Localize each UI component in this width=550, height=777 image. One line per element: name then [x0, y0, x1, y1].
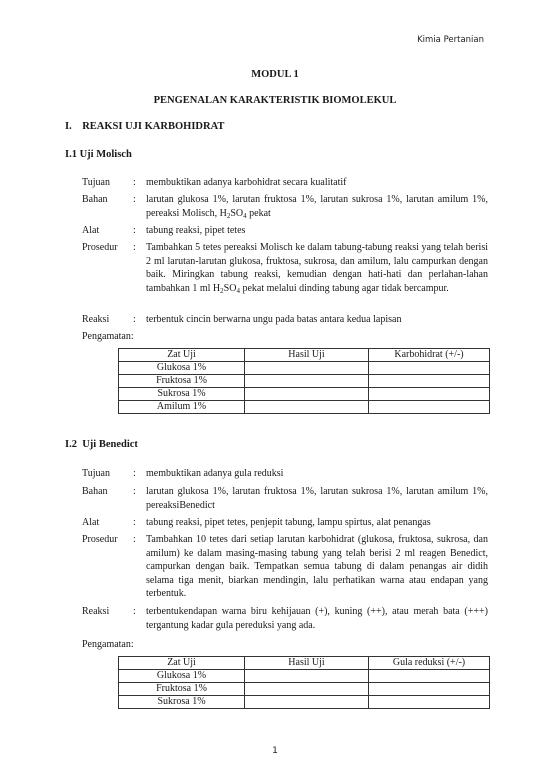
field-label: Reaksi [82, 314, 110, 325]
observation-label: Pengamatan: [82, 639, 134, 650]
table-cell: Sukrosa 1% [119, 696, 245, 709]
field-value: larutan glukosa 1%, larutan fruktosa 1%, larutan sukrosa 1%, larutan amilum 1%, pereaksiBenedict [146, 486, 488, 511]
table-cell[interactable] [245, 696, 369, 709]
table-row [119, 696, 490, 709]
table-cell: Glukosa 1% [119, 362, 245, 375]
running-header: Kimia Pertanian [417, 35, 484, 45]
table-cell[interactable] [369, 362, 490, 375]
table-cell[interactable] [245, 401, 369, 414]
field-label: Tujuan [82, 177, 110, 188]
page-number: 1 [272, 746, 278, 756]
module-title: PENGENALAN KARAKTERISTIK BIOMOLEKUL [153, 95, 397, 106]
table-header-row [119, 657, 490, 670]
field-label: Alat [82, 225, 100, 236]
benedict-heading: I.2 Uji Benedict [65, 439, 138, 450]
field-label: Prosedur [82, 242, 118, 253]
table-cell[interactable] [245, 683, 369, 696]
observation-label: Pengamatan: [82, 331, 134, 342]
field-value: Tambahkan 10 tetes dari setiap larutan karbohidrat (glukosa, fruktosa, sukrosa, dan amilum) ke dalam masing-masing tabung yang telah berisi 2 ml reagen Benedict, campurkan dengan baik. Tempatkan semua tabung di dalam penangas air didih selama tiga menit, biarkan mendingin, lalu perhatikan warna atau endapan yang terbentuk. [146, 534, 488, 599]
table-cell[interactable] [369, 670, 490, 683]
field-label: Bahan [82, 194, 108, 205]
field-label: Alat [82, 517, 100, 528]
table-row [119, 375, 490, 388]
table-row [119, 388, 490, 401]
module-number: MODUL 1 [251, 69, 299, 80]
table-cell[interactable] [245, 670, 369, 683]
field-value: membuktikan adanya gula reduksi [146, 468, 284, 479]
column-header: Hasil Uji [245, 657, 369, 670]
table-cell[interactable] [369, 388, 490, 401]
benedict-observation-table [118, 656, 490, 709]
field-value: terbentuk cincin berwarna ungu pada batas antara kedua lapisan [146, 314, 402, 325]
column-header: Zat Uji [119, 657, 245, 670]
field-value: Tambahkan 5 tetes pereaksi Molisch ke dalam tabung-tabung reaksi yang telah berisi 2 ml larutan-larutan glukosa, fruktosa, sukrosa, dan amilum, lalu campurkan dengan baik. Miringkan tabung reaksi, kemudian dengan hati-hati dan perlahan-lahan tambahkan 1 ml $H_2SO_4$ pekat melalui dinding tabung agar tidak bercampur. [146, 242, 488, 295]
field-label: Tujuan [82, 468, 110, 479]
field-value: tabung reaksi, pipet tetes, penjepit tabung, lampu spirtus, alat penangas [146, 517, 431, 528]
table-row [119, 401, 490, 414]
column-header: Karbohidrat (+/-) [369, 349, 490, 362]
section-heading: I. REAKSI UJI KARBOHIDRAT [65, 121, 225, 132]
column-header: Hasil Uji [245, 349, 369, 362]
table-cell: Glukosa 1% [119, 670, 245, 683]
field-value: terbentukendapan warna biru kehijauan (+), kuning (++), atau merah bata (+++) tergantung kadar gula pereduksi yang ada. [146, 606, 488, 631]
column-header: Zat Uji [119, 349, 245, 362]
table-header-row [119, 349, 490, 362]
document-page: Kimia Pertanian MODUL 1 PENGENALAN KARAKTERISTIK BIOMOLEKUL I. REAKSI UJI KARBOHIDRAT I.1 Uji Molisch Tujuan : membuktikan adanya karbohidrat secara kualitatif Bahan : larutan glukosa 1%, larutan fruktosa 1%, larutan sukrosa 1%, larutan amilum 1%, pereaksi Molisch, $H_2SO_4$ pekat Alat : tabung reaksi, pipet tetes Prosedur : Tambahkan 5 tetes pereaksi Molisch ke dalam tabung-tabung reaksi yang telah berisi 2 ml larutan-larutan glukosa, fruktosa, sukrosa, dan amilum, lalu campurkan dengan baik. Miringkan tabung reaksi, kemudian dengan hati-hati dan perlahan-lahan tambahkan 1 ml $H_2SO_4$ pekat melalui dinding tabung agar tidak bercampur. Reaksi : terbentuk cincin berwarna ungu pada batas antara kedua lapisan Pengamatan: Zat Uji Hasil Uji Karbohidrat (+/-) Glukosa 1% Fruktosa 1% Sukrosa 1% Amilum 1% I.2 Uji Benedict Tujuan : membuktikan adanya gula reduksi Bahan : larutan glukosa 1%, larutan fruktosa 1%, larutan sukrosa 1%, larutan amilum 1%, pereaksiBenedict Alat : tabung reaksi, pipet tetes, penjepit tabung, lampu spirtus, alat penangas Prosedur : Tambahkan 10 tetes dari setiap larutan karbohidrat (glukosa, fruktosa, sukrosa, dan amilum) ke dalam masing-masing tabung yang telah berisi 2 ml reagen Benedict, campurkan dengan baik. Tempatkan semua tabung di dalam penangas air didih selama tiga menit, biarkan mendingin, lalu perhatikan warna atau endapan yang terbentuk. Reaksi : terbentukendapan warna biru kehijauan (+), kuning (++), atau merah bata (+++) tergantung kadar gula pereduksi yang ada. Pengamatan: Zat Uji Hasil Uji Gula reduksi (+/-) Glukosa 1% Fruktosa 1% Sukrosa 1% 1 [0, 0, 550, 777]
table-cell: Amilum 1% [119, 401, 245, 414]
field-value: membuktikan adanya karbohidrat secara kualitatif [146, 177, 347, 188]
table-row [119, 362, 490, 375]
table-cell[interactable] [369, 375, 490, 388]
column-header: Gula reduksi (+/-) [369, 657, 490, 670]
field-value: tabung reaksi, pipet tetes [146, 225, 246, 236]
table-cell: Sukrosa 1% [119, 388, 245, 401]
table-cell[interactable] [245, 388, 369, 401]
table-cell[interactable] [245, 375, 369, 388]
table-cell[interactable] [369, 683, 490, 696]
table-row [119, 670, 490, 683]
molisch-heading: I.1 Uji Molisch [65, 149, 132, 160]
field-value: larutan glukosa 1%, larutan fruktosa 1%, larutan sukrosa 1%, larutan amilum 1%, pereaksi Molisch, $H_2SO_4$ pekat [146, 194, 488, 220]
table-cell: Fruktosa 1% [119, 375, 245, 388]
field-label: Prosedur [82, 534, 118, 545]
field-label: Reaksi [82, 606, 110, 617]
table-cell[interactable] [245, 362, 369, 375]
molisch-observation-table [118, 348, 490, 414]
table-cell: Fruktosa 1% [119, 683, 245, 696]
table-cell[interactable] [369, 401, 490, 414]
table-row [119, 683, 490, 696]
field-label: Bahan [82, 486, 108, 497]
table-cell[interactable] [369, 696, 490, 709]
